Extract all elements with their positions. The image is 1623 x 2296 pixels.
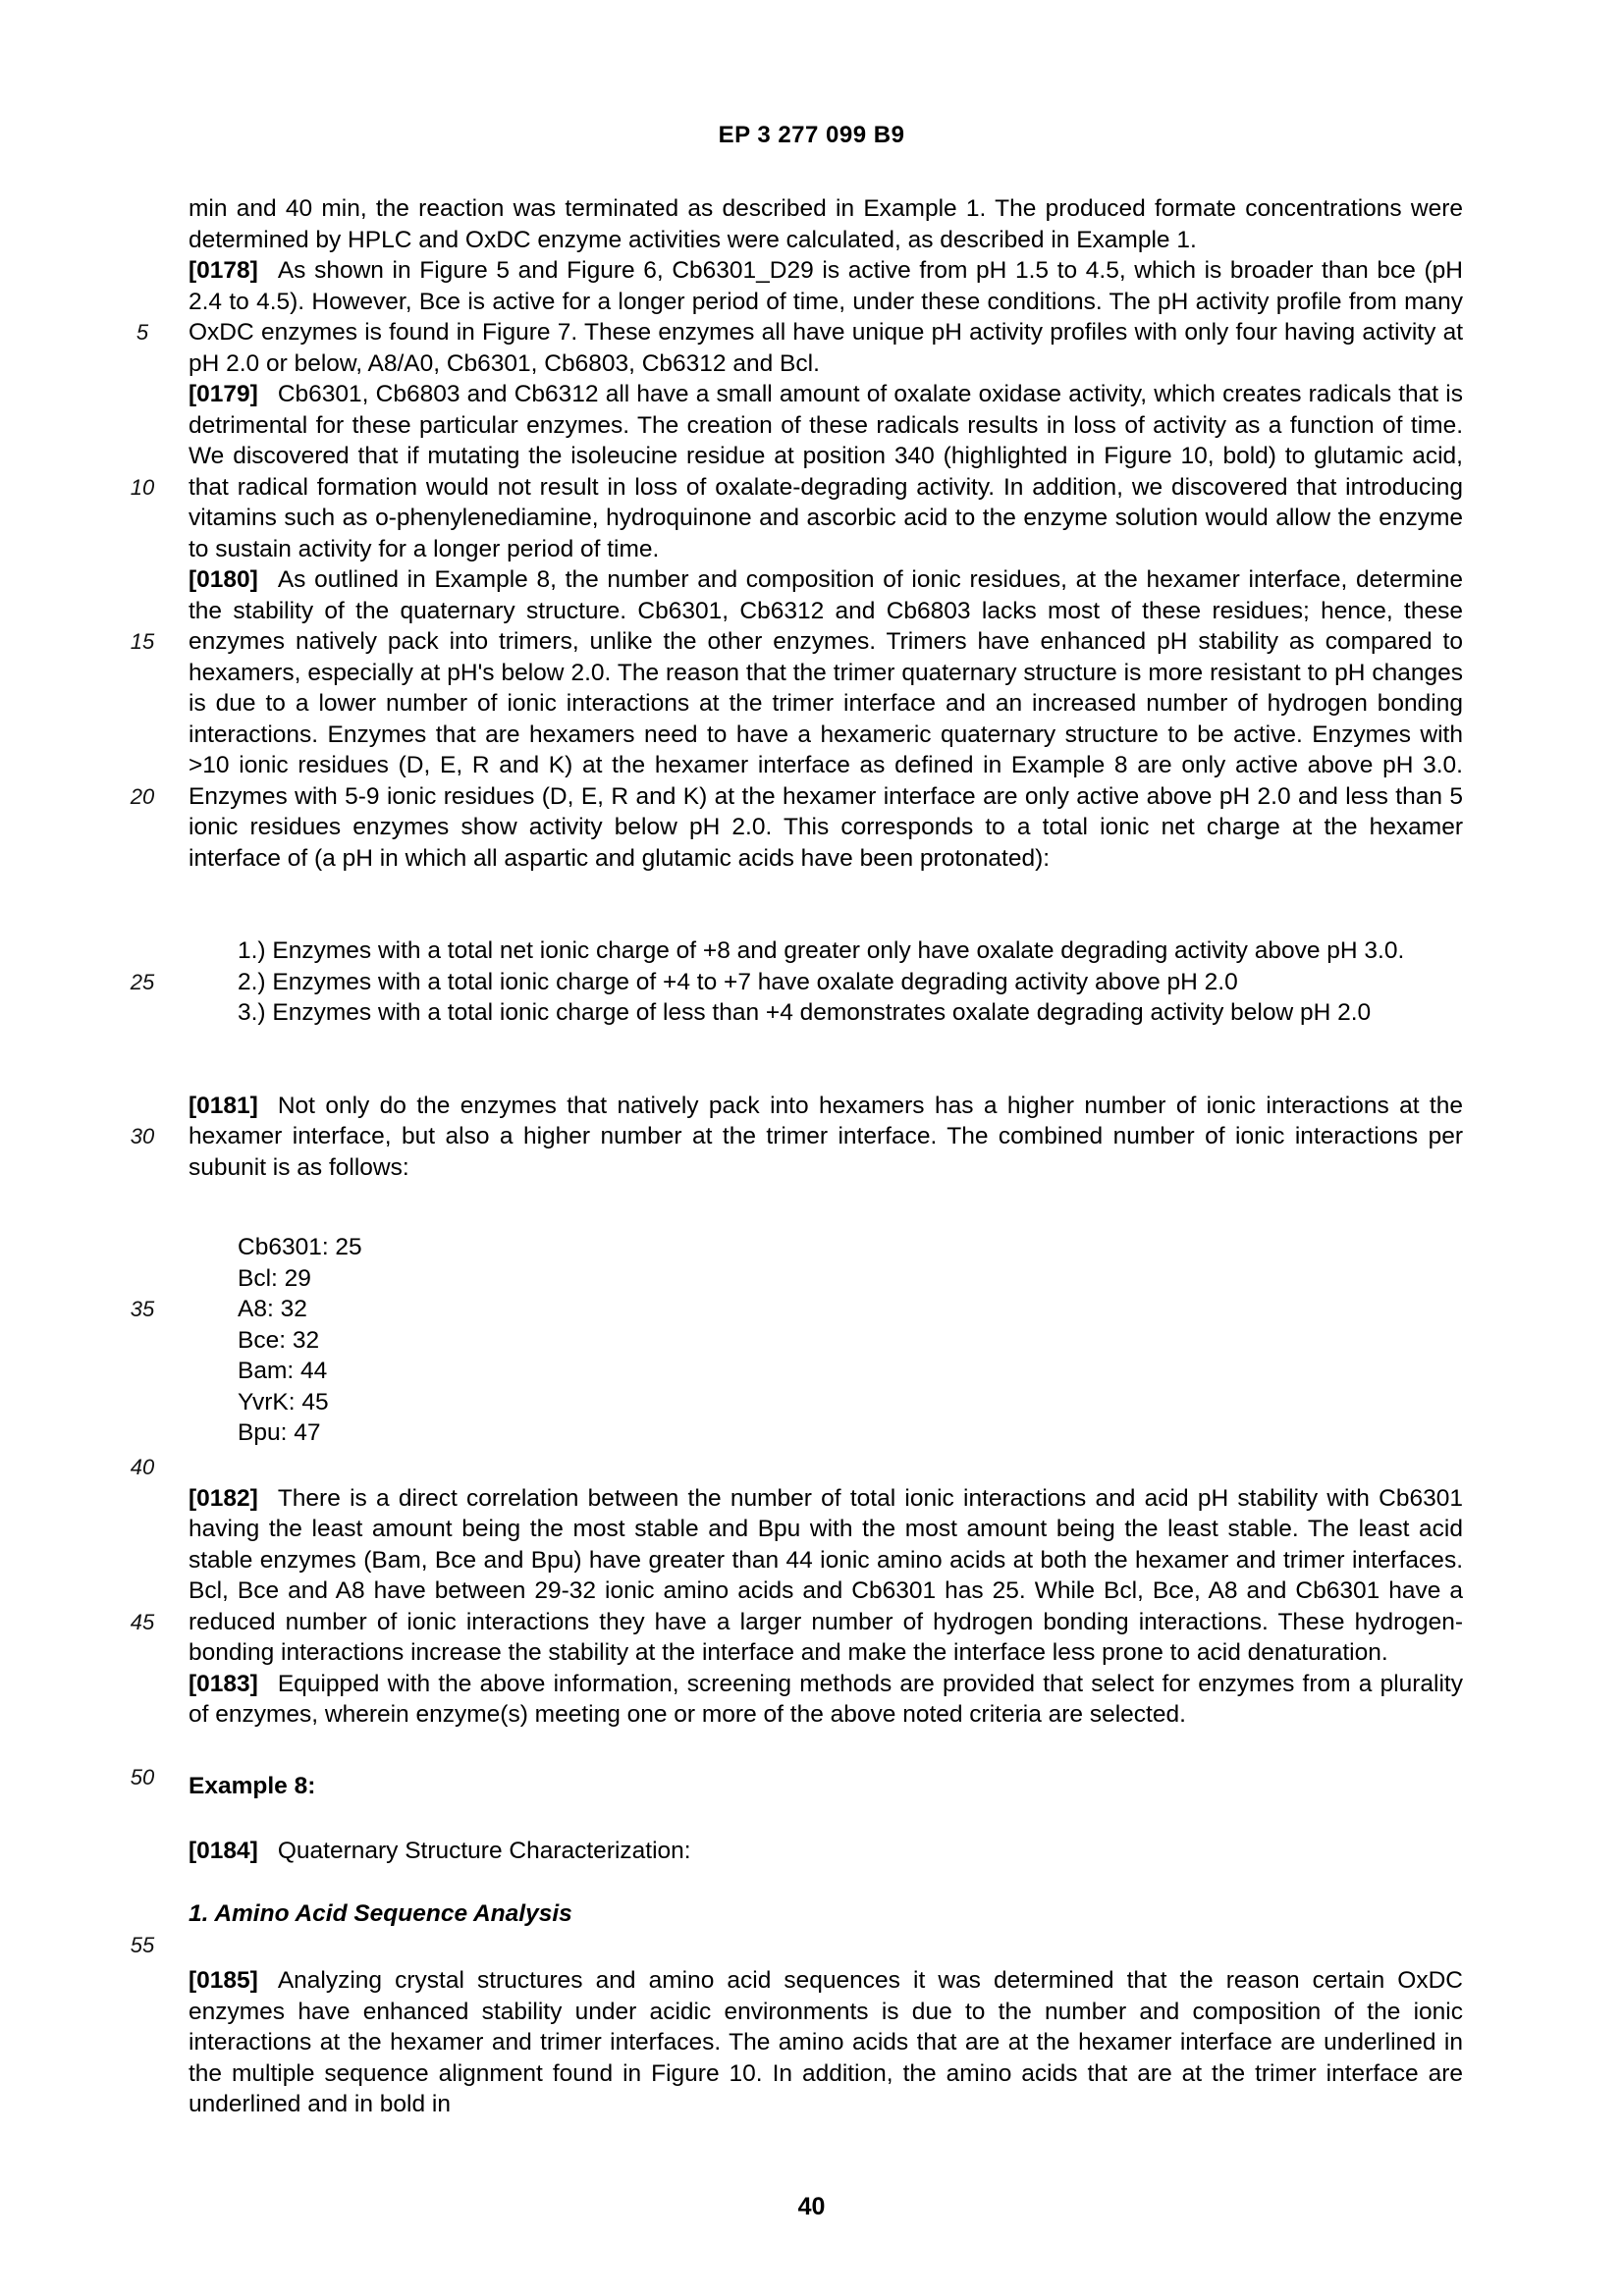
margin-line-number-30: 30 <box>130 1124 155 1148</box>
paragraph-text-0180: As outlined in Example 8, the number and composition of ionic residues, at the hexamer interface, determine the stability of the quaternary structure. Cb6301, Cb6312 and Cb6803 lacks most of these residues; hence, these enzymes natively pack into trimers, unlike the other enzymes. Trimers have enhanced pH stability as compared to hexamers, especially at pH's below 2.0. The reason that the trimer quaternary structure is more resistant to pH changes is due to a lower number of ionic interactions at the trimer interface and an increased number of hydrogen bonding interactions. Enzymes that are hexamers need to have a hexameric quaternary structure to be active. Enzymes with >10 ionic residues (D, E, R and K) at the hexamer interface as defined in Example 8 are only active above pH 3.0. Enzymes with 5-9 ionic residues (D, E, R and K) at the hexamer interface are only active above pH 2.0 and less than 5 ionic residues enzymes show activity below pH 2.0. This corresponds to a total ionic net charge at the hexamer interface of (a pH in which all aspartic and glutamic acids have been protonated): <box>189 566 1463 872</box>
ionic-interaction-item-bce: Bce: 32 <box>238 1326 320 1354</box>
paragraph-0182 <box>189 1483 1463 1669</box>
paragraph-0181 <box>189 1091 1463 1184</box>
paragraph-text-0179: Cb6301, Cb6803 and Cb6312 all have a small amount of oxalate oxidase activity, which creates radicals that is detrimental for these particular enzymes. The creation of these radicals results in loss of activity as a function of time. We discovered that if mutating the isoleucine residue at position 340 (highlighted in Figure 10, bold) to glutamic acid, that radical formation would not result in loss of oxalate-degrading activity. In addition, we discovered that introducing vitamins such as o-phenylenediamine, hydroquinone and ascorbic acid to the enzyme solution would allow the enzyme to sustain activity for a longer period of time. <box>189 381 1463 562</box>
paragraph-text-0181: Not only do the enzymes that natively pack into hexamers has a higher number of ionic interactions at the hexamer interface, but also a higher number at the trimer interface. The combined number of ionic interactions per subunit is as follows: <box>189 1092 1463 1181</box>
paragraph-text-0185: Analyzing crystal structures and amino acid sequences it was determined that the reason certain OxDC enzymes have enhanced stability under acidic environments is due to the number and composition of the ionic interactions at the hexamer and trimer interfaces. The amino acids that are at the hexamer interface are underlined in the multiple sequence alignment found in Figure 10. In addition, the amino acids that are at the trimer interface are underlined and in bold in <box>189 1967 1463 2117</box>
paragraph-text-0183: Equipped with the above information, screening methods are provided that select for enzymes from a plurality of enzymes, wherein enzyme(s) meeting one or more of the above noted criteria are selected. <box>189 1670 1463 1728</box>
margin-line-number-50: 50 <box>130 1765 155 1789</box>
paragraph-0180 <box>189 564 1463 874</box>
charge-rule-list <box>189 935 1463 1029</box>
paragraph-0179 <box>189 379 1463 564</box>
ionic-interaction-item-bam: Bam: 44 <box>238 1358 328 1384</box>
paragraph-0185 <box>189 1965 1463 2120</box>
intro-paragraph: min and 40 min, the reaction was terminated as described in Example 1. The produced formate concentrations were determined by HPLC and OxDC enzyme activities were calculated, as described in Example 1. <box>189 195 1463 253</box>
margin-line-number-40: 40 <box>130 1455 155 1479</box>
paragraph-tag-0180: [0180] <box>189 566 258 593</box>
margin-line-number-5: 5 <box>135 320 149 345</box>
patent-publication-number: EP 3 277 099 B9 <box>718 122 905 148</box>
charge-rule-item-2: 2.) Enzymes with a total ionic charge of +4 to +7 have oxalate degrading activity above pH 2.0 <box>238 968 1238 995</box>
ionic-interaction-item-bcl: Bcl: 29 <box>238 1264 311 1292</box>
ionic-interaction-item-bpu: Bpu: 47 <box>238 1419 321 1446</box>
margin-line-number-25: 25 <box>130 970 155 994</box>
paragraph-tag-0181: [0181] <box>189 1092 258 1119</box>
margin-line-number-55: 55 <box>130 1933 155 1957</box>
section-heading-amino-acid-sequence-analysis: 1. Amino Acid Sequence Analysis <box>189 1899 572 1927</box>
charge-rule-item-1: 1.) Enzymes with a total net ionic charge of +8 and greater only have oxalate degrading activity above pH 3.0. <box>238 937 1405 964</box>
paragraph-tag-0178: [0178] <box>189 257 258 284</box>
paragraph-text-0184: Quaternary Structure Characterization: <box>277 1837 691 1864</box>
example-8-heading: Example 8: <box>189 1772 316 1799</box>
margin-line-number-45: 45 <box>130 1610 155 1634</box>
paragraph-tag-0182: [0182] <box>189 1484 258 1512</box>
ionic-interaction-list <box>189 1232 1463 1449</box>
paragraph-tag-0184: [0184] <box>189 1837 258 1864</box>
ionic-interaction-item-a8: A8: 32 <box>238 1296 307 1322</box>
paragraph-0184 <box>189 1836 1463 1867</box>
margin-line-number-35: 35 <box>130 1297 155 1321</box>
margin-line-number-20: 20 <box>130 784 155 809</box>
charge-rule-item-3: 3.) Enzymes with a total ionic charge of less than +4 demonstrates oxalate degrading activity below pH 2.0 <box>238 999 1372 1026</box>
paragraph-0178 <box>189 255 1463 379</box>
page-body-text <box>189 193 1463 2120</box>
margin-line-number-10: 10 <box>130 475 155 500</box>
ionic-interaction-item-yvrk: YvrK: 45 <box>238 1388 329 1415</box>
paragraph-tag-0179: [0179] <box>189 381 258 407</box>
paragraph-0183 <box>189 1669 1463 1731</box>
ionic-interaction-item-cb6301: Cb6301: 25 <box>238 1234 362 1260</box>
paragraph-text-0178: As shown in Figure 5 and Figure 6, Cb6301_D29 is active from pH 1.5 to 4.5, which is broader than bce (pH 2.4 to 4.5). However, Bce is active for a longer period of time, under these conditions. The pH activity profile from many OxDC enzymes is found in Figure 7. These enzymes all have unique pH activity profiles with only four having activity at pH 2.0 or below, A8/A0, Cb6301, Cb6803, Cb6312 and Bcl. <box>189 257 1463 377</box>
paragraph-text-0182: There is a direct correlation between the number of total ionic interactions and acid pH stability with Cb6301 having the least amount being the most stable and Bpu with the most amount being the least stable. The least acid stable enzymes (Bam, Bce and Bpu) have greater than 44 ionic amino acids at both the hexamer and trimer interfaces. Bcl, Bce and A8 have between 29-32 ionic amino acids and Cb6301 has 25. While Bcl, Bce, A8 and Cb6301 have a reduced number of ionic interactions they have a larger number of hydrogen bonding interactions. These hydrogen-bonding interactions increase the stability at the interface and make the interface less prone to acid denaturation. <box>189 1484 1463 1666</box>
margin-line-number-15: 15 <box>130 629 155 654</box>
page-number: 40 <box>797 2193 826 2220</box>
paragraph-tag-0185: [0185] <box>189 1967 258 1994</box>
paragraph-tag-0183: [0183] <box>189 1670 258 1697</box>
